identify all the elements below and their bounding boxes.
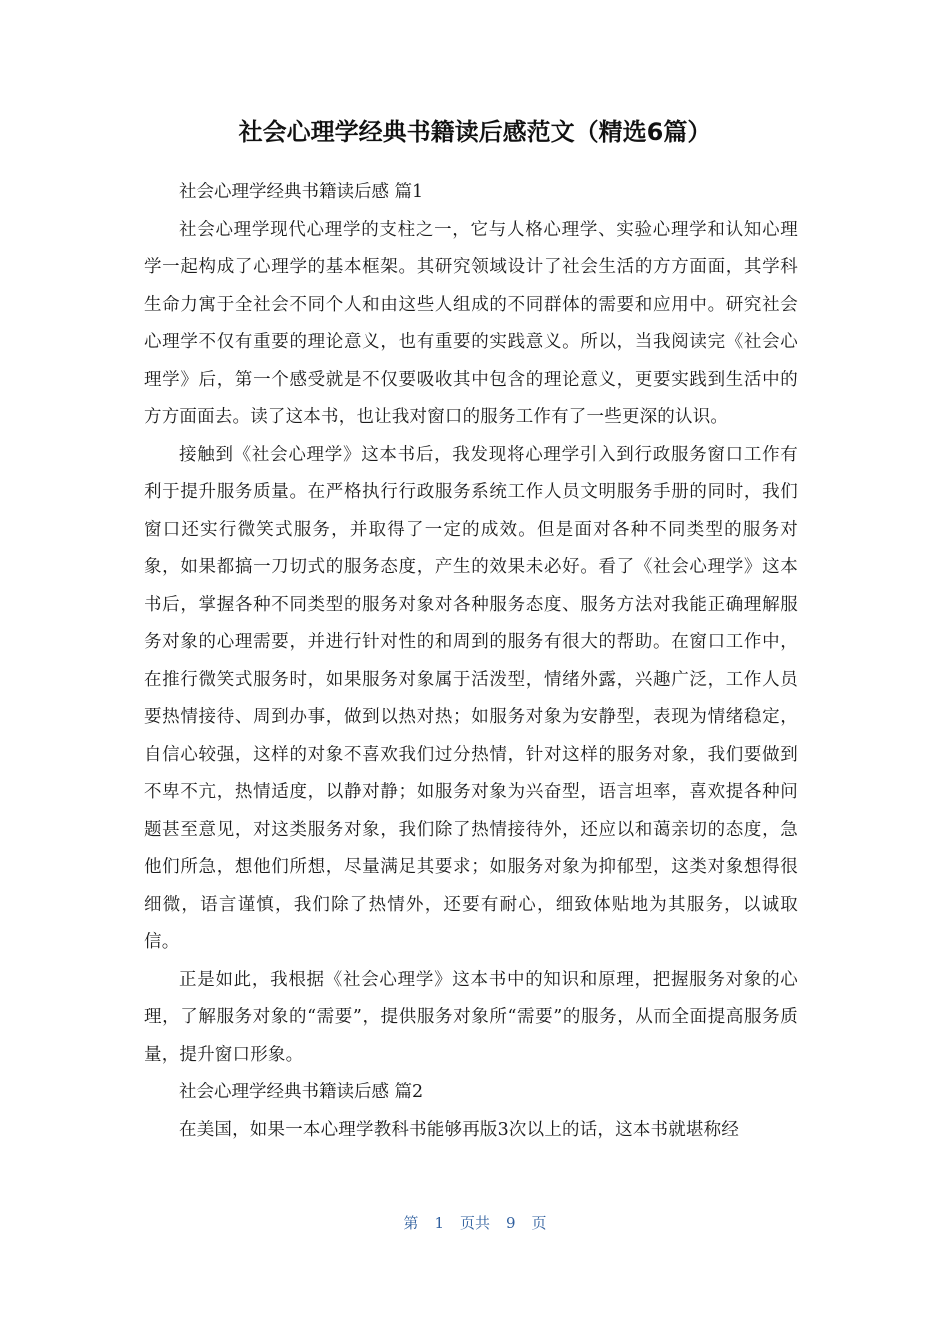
document-body	[144, 174, 798, 1149]
page-suffix: 页	[531, 1214, 547, 1232]
page-footer	[0, 1208, 950, 1238]
section-heading: 社会心理学经典书籍读后感 篇1	[179, 182, 424, 202]
page-prefix: 第	[403, 1214, 419, 1232]
paragraph: 接触到《社会心理学》这本书后，我发现将心理学引入到行政服务窗口工作有利于提升服务质量。在严格执行行政服务系统工作人员文明服务手册的同时，我们窗口还实行微笑式服务，并取得了一定的成效。但是面对各种不同类型的服务对象，如果都搞一刀切式的服务态度，产生的效果未必好。看了《社会心理学》这本书后，掌握各种不同类型的服务对象对各种服务态度、服务方法对我能正确理解服务对象的心理需要，并进行针对性的和周到的服务有很大的帮助。在窗口工作中，在推行微笑式服务时，如果服务对象属于活泼型，情绪外露，兴趣广泛，工作人员要热情接待、周到办事，做到以热对热；如服务对象为安静型，表现为情绪稳定，自信心较强，这样的对象不喜欢我们过分热情，针对这样的服务对象，我们要做到不卑不亢，热情适度，以静对静；如服务对象为兴奋型，语言坦率，喜欢提各种问题甚至意见，对这类服务对象，我们除了热情接待外，还应以和蔼亲切的态度，急他们所急，想他们所想，尽量满足其要求；如服务对象为抑郁型，这类对象想得很细微，语言谨慎，我们除了热情外，还要有耐心，细致体贴地为其服务，以诚取信。	[144, 444, 798, 952]
page-middle: 页共	[459, 1214, 490, 1232]
page-number: 1	[434, 1214, 444, 1232]
section-heading: 社会心理学经典书籍读后感 篇2	[179, 1082, 424, 1102]
document-title: 社会心理学经典书籍读后感范文（精选6篇）	[238, 118, 712, 146]
page-total: 9	[506, 1214, 516, 1232]
paragraph: 正是如此，我根据《社会心理学》这本书中的知识和原理，把握服务对象的心理，了解服务对象的“需要”，提供服务对象所“需要”的服务，从而全面提高服务质量，提升窗口形象。	[144, 969, 798, 1065]
paragraph: 在美国，如果一本心理学教科书能够再版3次以上的话，这本书就堪称经	[179, 1119, 740, 1140]
paragraph: 社会心理学现代心理学的支柱之一，它与人格心理学、实验心理学和认知心理学一起构成了心理学的基本框架。其研究领域设计了社会生活的方方面面，其学科生命力寓于全社会不同个人和由这些人组成的不同群体的需要和应用中。研究社会心理学不仅有重要的理论意义，也有重要的实践意义。所以，当我阅读完《社会心理学》后，第一个感受就是不仅要吸收其中包含的理论意义，更要实践到生活中的方方面面去。读了这本书，也让我对窗口的服务工作有了一些更深的认识。	[144, 219, 798, 427]
